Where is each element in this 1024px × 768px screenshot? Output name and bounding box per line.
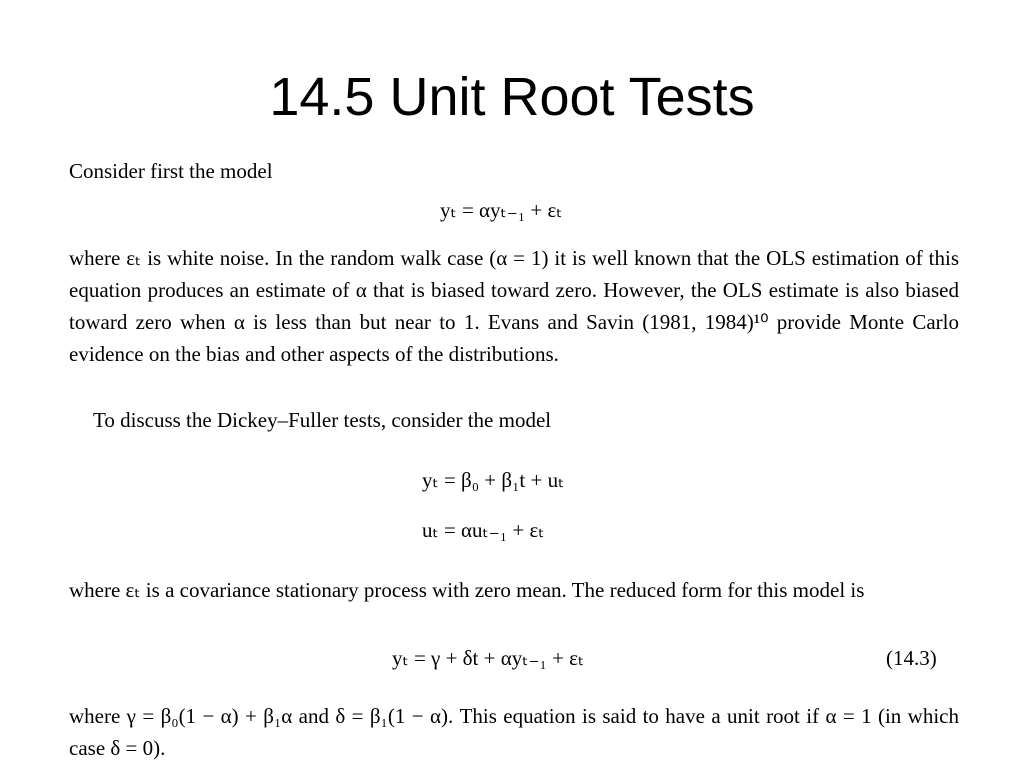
equation-reduced-form: yₜ = γ + δt + αyₜ₋₁ + εₜ — [392, 646, 585, 670]
paragraph-random-walk: where εₜ is white noise. In the random walk case (α = 1) it is well known that the OLS estimation of this equation produces an estimate of α that is biased toward zero. However, the OLS estimate is also biased toward zero when α is less than but near to 1. Evans and Savin (1981, 1984)¹⁰ provide Monte Carlo evidence on the bias and other aspects of the distributions. — [69, 246, 959, 366]
equation-trend-model: yₜ = β₀ + β₁t + uₜ — [422, 468, 565, 492]
paragraph-dickey-fuller: To discuss the Dickey–Fuller tests, consider the model — [93, 408, 552, 432]
equation-error-process: uₜ = αuₜ₋₁ + εₜ — [422, 518, 545, 542]
intro-text: Consider first the model — [69, 159, 273, 183]
equation-number: (14.3) — [886, 646, 937, 670]
paragraph-reduced-form: where εₜ is a covariance stationary process with zero mean. The reduced form for this model is — [69, 578, 865, 602]
equation-ar1: yₜ = αyₜ₋₁ + εₜ — [440, 198, 563, 222]
slide-title: 14.5 Unit Root Tests — [269, 67, 755, 127]
paragraph-unit-root: where γ = β₀(1 − α) + β₁α and δ = β₁(1 − α). This equation is said to have a unit root if α = 1 (in which case δ = 0). — [69, 704, 959, 760]
